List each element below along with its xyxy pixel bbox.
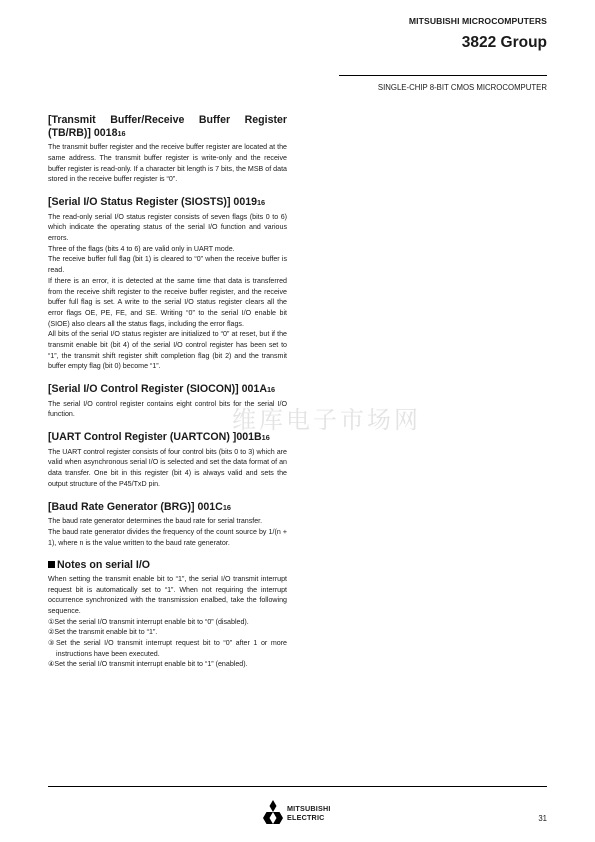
hex-suffix: 16 — [222, 502, 231, 512]
header-group-title: 3822 Group — [461, 34, 547, 51]
three-diamonds-icon — [260, 800, 286, 824]
content-column — [48, 114, 287, 681]
header-subtitle: SINGLE-CHIP 8-BIT CMOS MICROCOMPUTER — [377, 83, 547, 92]
section-siosts — [48, 196, 287, 372]
section-tbrb — [48, 114, 287, 185]
hex-suffix: 16 — [117, 128, 126, 138]
section-title — [48, 196, 287, 210]
step-item: ②Set the transmit enable bit to “1”. — [48, 628, 158, 637]
paragraph: The read-only serial I/O status register consists of seven flags (bits 0 to 6) which indicate the operating status of the serial I/O function and various errors. — [48, 212, 287, 242]
logo-line-1: MITSUBISHI — [287, 804, 331, 813]
hex-suffix: 16 — [257, 198, 266, 207]
header-maker: MITSUBISHI MICROCOMPUTERS — [408, 16, 547, 26]
section-brg — [48, 501, 287, 549]
section-title — [48, 559, 287, 572]
step-item: ③Set the serial I/O transmit interrupt request bit to “0” after 1 or more instructions have been executed. — [48, 639, 287, 658]
logo-line-2: ELECTRIC — [287, 813, 325, 822]
paragraph: The serial I/O control register contains eight control bits for the serial I/O function. — [48, 399, 287, 419]
section-title-text: [UART Control Register (UARTCON) ]001B — [48, 431, 262, 444]
watermark: 维库电子市场网 — [232, 406, 421, 434]
header-divider — [339, 75, 547, 76]
section-notes — [48, 559, 287, 670]
paragraph: The transmit buffer register and the receive buffer register are located at the same address. The transmit buffer register is write-only and the receive buffer register is read-only. If a character bit length is 7 bits, the MSB of data stored in the receive buffer register is “0”. — [48, 143, 287, 184]
step-item: ①Set the serial I/O transmit interrupt enable bit to “0” (disabled). — [48, 617, 249, 626]
section-title-text: [Baud Rate Generator (BRG)] 001C — [48, 500, 223, 513]
logo-text — [287, 804, 331, 822]
section-title-text: [Serial I/O Control Register (SIOCON)] 001A — [48, 383, 267, 396]
section-uartcon — [48, 431, 287, 489]
step-item: ④Set the serial I/O transmit interrupt enable bit to “1” (enabled). — [48, 660, 248, 669]
section-title-text: [Serial I/O Status Register (SIOSTS)] 0019 — [48, 196, 257, 208]
section-title — [48, 114, 287, 140]
paragraph: When setting the transmit enable bit to “1”, the serial I/O transmit interrupt request bit is automatically set to “1”. When not requiring the interrupt occurrence synchronized with the transmission enalbed, take the following sequence. — [48, 574, 287, 615]
section-title-text: Notes on serial I/O — [57, 559, 151, 572]
paragraph: All bits of the serial I/O status register are initialized to “0” at reset, but if the transmit enable bit (bit 4) of the serial I/O control register has been set to “1”, the transmit shift register shift completion flag (bit 2) and the transmit buffer empty flag (bit 0) become “1”. — [48, 330, 287, 371]
hex-suffix: 16 — [261, 433, 270, 443]
mitsubishi-electric-logo — [260, 800, 350, 834]
paragraph: The baud rate generator determines the baud rate for serial transfer. — [48, 517, 263, 526]
paragraph: If there is an error, it is detected at the same time that data is transferred from the receive shift register to the receive buffer register, and the receive buffer full flag is set. A write to the serial I/O status register clears all the error flags OE, PE, FE, and SE. Writing “0” to the serial I/O enable bit (SIOE) also clears all the status flags, including the error flags. — [48, 276, 287, 328]
paragraph: The UART control register consists of four control bits (bits 0 to 3) which are valid when asynchronous serial I/O is selected and set the data format of an data transfer. One bit in this register (bit 4) is always valid and sets the output structure of the P45/TxD pin. — [48, 447, 287, 488]
hex-suffix: 16 — [266, 385, 276, 395]
section-title-text: [Transmit Buffer/Receive Buffer Register (TB/RB)] 0018 — [48, 114, 287, 139]
black-square-icon — [48, 561, 55, 568]
paragraph: Three of the flags (bits 4 to 6) are valid only in UART mode. — [48, 244, 235, 253]
paragraph: The baud rate generator divides the frequency of the count source by 1/(n + 1), where n is the value written to the baud rate generator. — [48, 527, 287, 547]
section-title — [48, 501, 287, 515]
footer-divider — [48, 786, 547, 787]
page-number: 31 — [538, 814, 547, 823]
section-title — [48, 383, 287, 397]
paragraph: The receive buffer full flag (bit 1) is cleared to “0” when the receive buffer is read. — [48, 255, 287, 275]
